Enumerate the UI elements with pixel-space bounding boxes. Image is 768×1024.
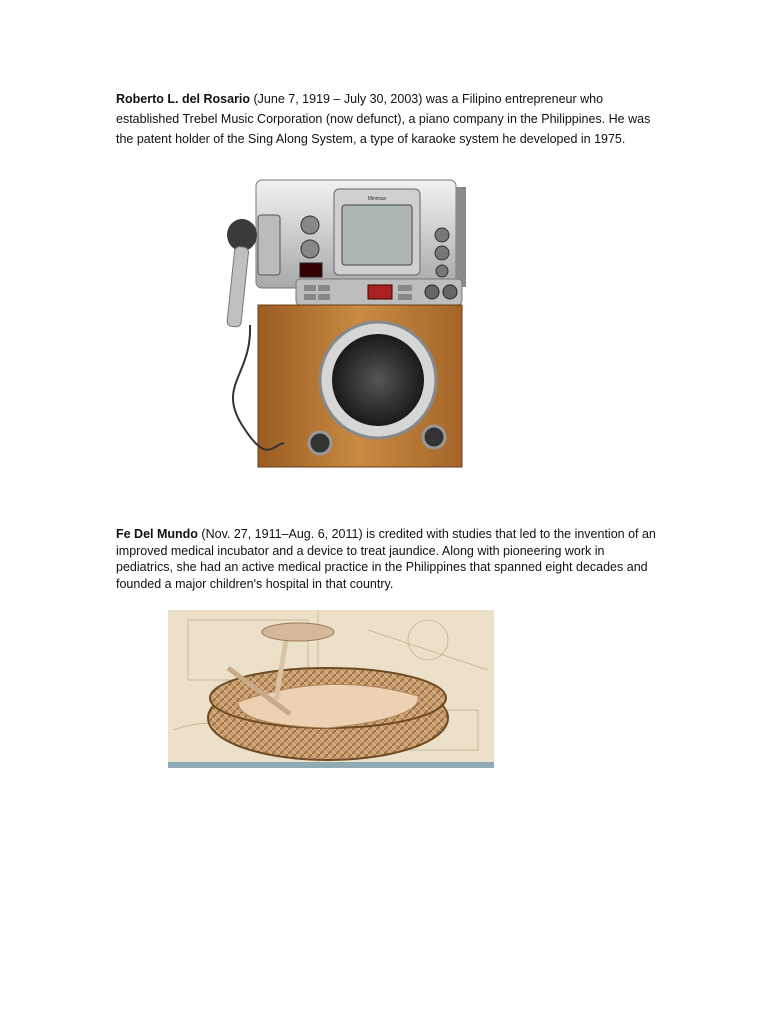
karaoke-machine-image — [192, 175, 512, 475]
roberto-description: (June 7, 1919 – July 30, 2003) was a Filipino entrepreneur who established Trebel Music Corporation (now defunct), a piano company in the Philippines. He was the patent holder of the Sing Along System, a type of karaoke system he developed in 1975. — [116, 92, 651, 146]
fe-del-mundo-description: (Nov. 27, 1911–Aug. 6, 2011) is credited with studies that led to the invention of an improved medical incubator and a device to treat jaundice. Along with pioneering work in pediatrics, she had an active medical practice in the Philippines that spanned eight decades and founded a major children's hospital in that country. — [116, 527, 656, 591]
fe-del-mundo-paragraph — [116, 526, 656, 592]
bamboo-incubator-image — [168, 610, 494, 768]
roberto-name: Roberto L. del Rosario — [116, 92, 251, 106]
roberto-del-rosario-paragraph — [116, 89, 656, 149]
brand-mark: Minimax — [367, 196, 387, 202]
fe-del-mundo-name: Fe Del Mundo — [116, 527, 198, 541]
